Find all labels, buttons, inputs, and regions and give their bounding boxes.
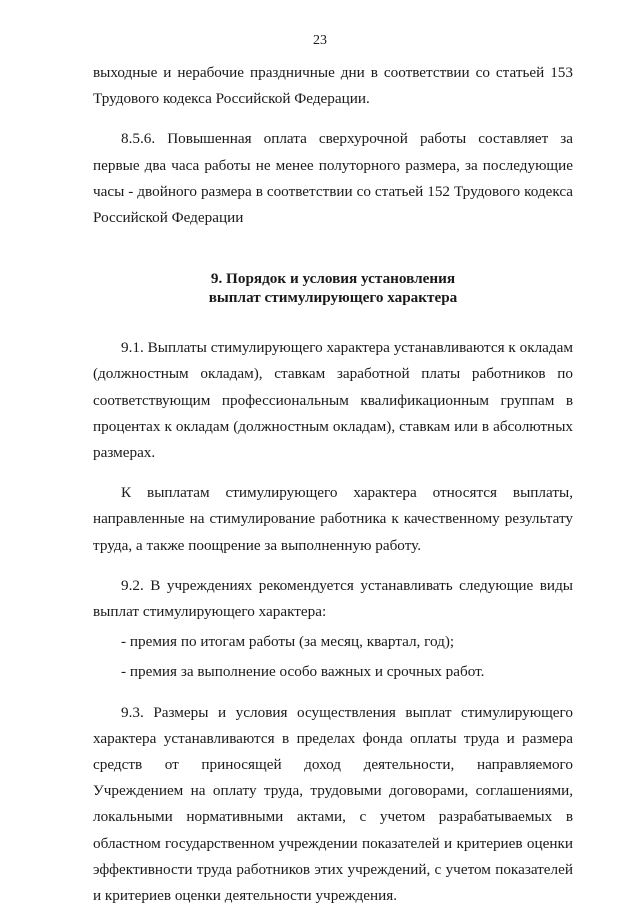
paragraph-9-2: 9.2. В учреждениях рекомендуется устанавливать следующие виды выплат стимулирующего характера: bbox=[93, 576, 573, 621]
paragraph-9-1-cont: К выплатам стимулирующего характера относятся выплаты, направленные на стимулирование работника к качественному результату труда, а также поощрение за выполненную работу. bbox=[93, 484, 573, 554]
page-number: 23 bbox=[313, 33, 327, 48]
paragraph-continuation: выходные и нерабочие праздничные дни в соответствии со статьей 153 Трудового кодекса Российской Федерации. bbox=[93, 64, 573, 108]
section-heading-line-2: выплат стимулирующего характера bbox=[208, 289, 458, 307]
document-body bbox=[93, 60, 573, 909]
list-item-bonus-period: - премия по итогам работы (за месяц, квартал, год); bbox=[121, 633, 455, 651]
section-heading bbox=[93, 269, 573, 307]
section-heading-line-1: 9. Порядок и условия установления bbox=[210, 270, 456, 288]
paragraph-9-1: 9.1. Выплаты стимулирующего характера устанавливаются к окладам (должностным окладам), ставкам заработной платы работников по соответствующим профессиональным квалификационным группам в процентах к окладам (должностным окладам), ставкам или в абсолютных размерах. bbox=[93, 339, 573, 462]
list-item-bonus-urgent: - премия за выполнение особо важных и срочных работ. bbox=[121, 663, 485, 681]
paragraph-8-5-6: 8.5.6. Повышенная оплата сверхурочной работы составляет за первые два часа работы не менее полуторного размера, за последующие часы - двойного размера в соответствии со статьей 152 Трудового кодекса Российской Федерации bbox=[93, 130, 573, 227]
paragraph-9-3: 9.3. Размеры и условия осуществления выплат стимулирующего характера устанавливаются в пределах фонда оплаты труда и размера средств от приносящей доход деятельности, направляемого Учреждением на оплату труда, трудовыми договорами, соглашениями, локальными нормативными актами, с учетом разрабатываемых в областном государственном учреждении показателей и критериев оценки эффективности труда работников этих учреждений, с учетом показателей и критериев оценки деятельности учреждения. bbox=[93, 703, 573, 905]
